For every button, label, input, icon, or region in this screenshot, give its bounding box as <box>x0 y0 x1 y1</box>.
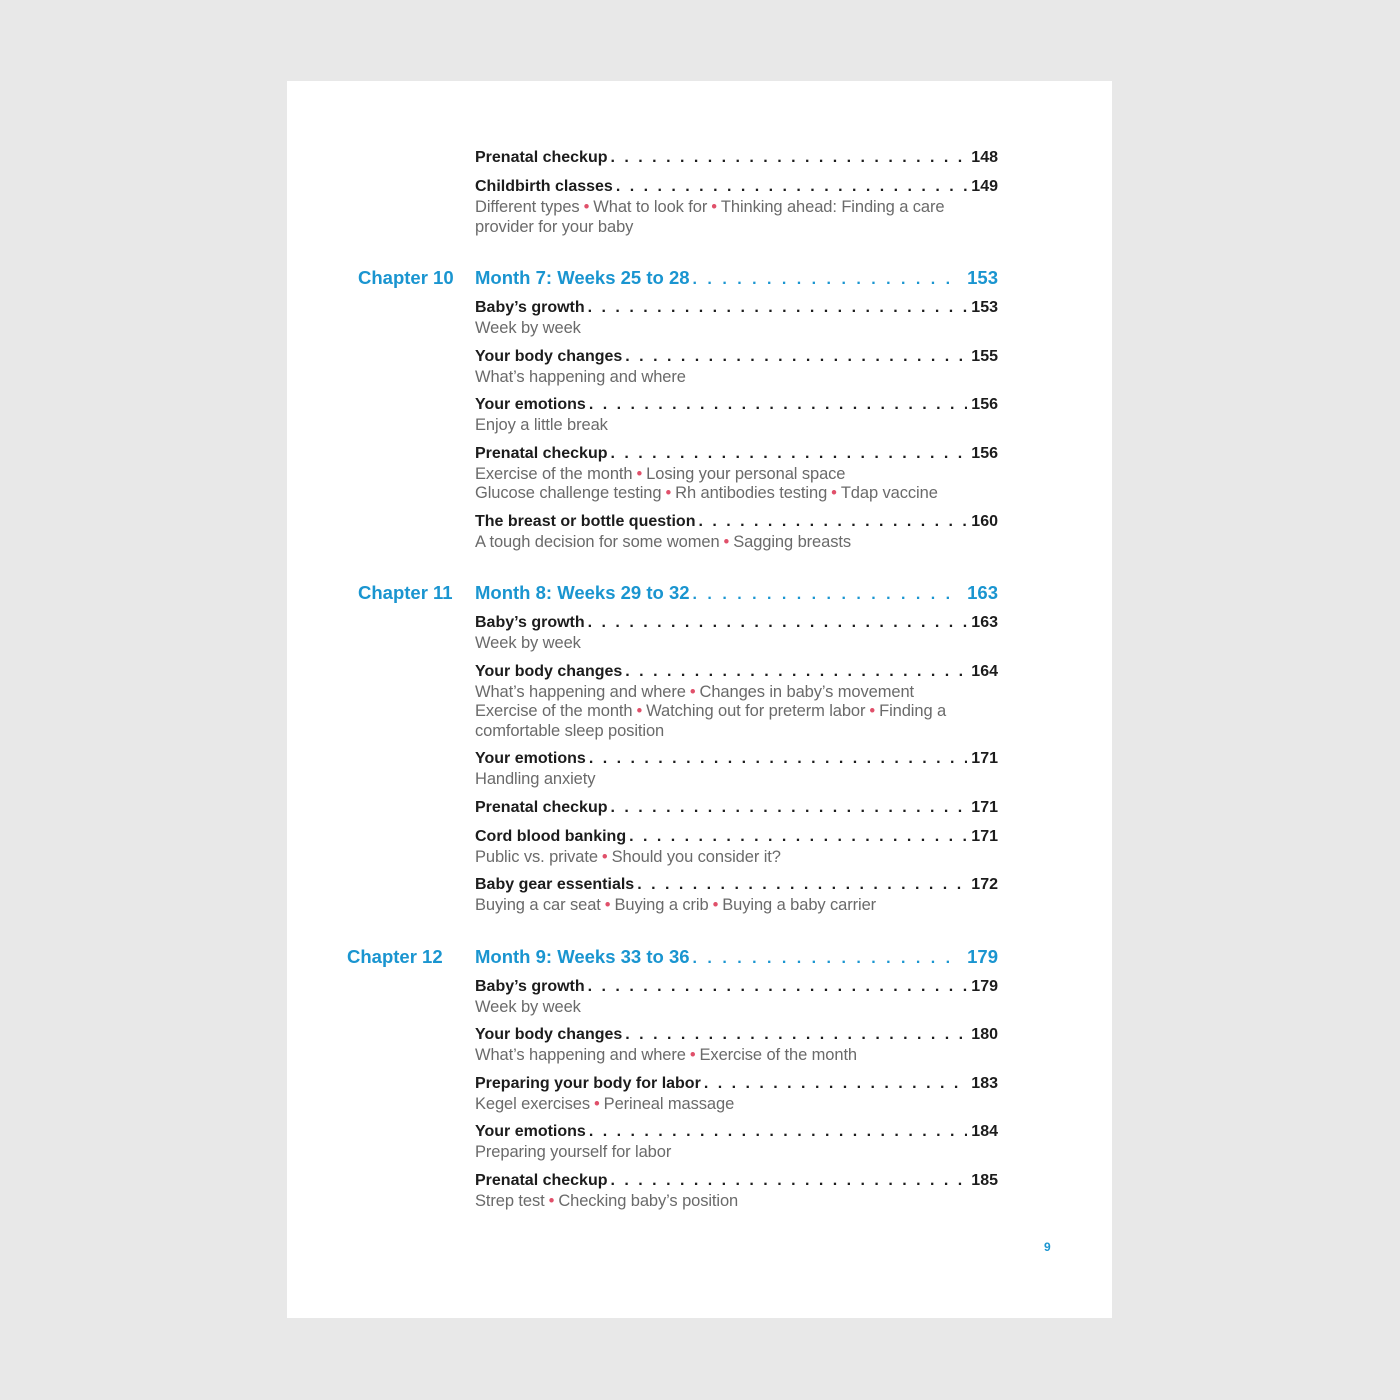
chapter-title: Month 9: Weeks 33 to 36 <box>475 945 690 967</box>
topic: Exercise of the month <box>475 702 633 720</box>
toc-entry-title: Your body changes <box>475 347 623 365</box>
bullet-separator: • <box>831 484 837 502</box>
toc-entry[interactable] <box>475 445 998 504</box>
bullet-separator: • <box>665 484 672 502</box>
topic: Exercise of the month <box>699 1046 858 1064</box>
bullet-separator: • <box>604 896 611 914</box>
toc-entry-title: Cord blood banking <box>475 827 627 845</box>
toc-entry-page: 156 <box>971 444 998 462</box>
chapter-label: Chapter 12 <box>347 945 443 967</box>
toc-entry-title: Baby’s growth <box>475 614 585 631</box>
bullet-separator: • <box>583 198 590 216</box>
toc-entry-description <box>475 1095 998 1115</box>
topic: Thinking ahead: Finding a care provider for your baby <box>475 198 945 236</box>
chapter-title: Month 7: Weeks 25 to 28 <box>475 267 690 288</box>
toc-entry-line <box>475 396 998 416</box>
toc-entry-title: Your body changes <box>475 662 623 680</box>
toc-entry[interactable] <box>475 348 998 388</box>
dot-leader <box>611 799 968 817</box>
dot-leader <box>704 1075 967 1093</box>
topic: Finding a comfortable sleep position <box>475 702 947 740</box>
bullet-separator: • <box>689 1046 696 1064</box>
toc-entry[interactable] <box>475 149 998 169</box>
toc-entry-title: Your emotions <box>475 750 586 767</box>
dot-leader <box>589 396 967 414</box>
dot-leader <box>616 178 967 196</box>
toc-entry[interactable] <box>475 396 998 436</box>
dot-leader <box>693 950 962 968</box>
toc-entry-line <box>475 978 998 998</box>
topic: Strep test <box>475 1191 545 1210</box>
bullet-separator: • <box>723 532 730 551</box>
toc-entry-line <box>475 513 998 533</box>
topic: A tough decision for some women <box>475 532 720 551</box>
toc-entry-line <box>475 445 998 465</box>
topic: Should you consider it? <box>611 847 781 866</box>
dot-leader <box>588 299 968 317</box>
topic: Week by week <box>475 319 581 337</box>
toc-entry[interactable] <box>475 876 998 916</box>
toc-entry-title: Baby’s growth <box>475 299 585 316</box>
toc-entry-line <box>475 828 998 848</box>
topic: Exercise of the month <box>475 464 633 483</box>
bullet-separator: • <box>869 702 876 720</box>
toc-entry-page: 179 <box>971 977 998 995</box>
table-of-contents <box>287 149 1112 1220</box>
toc-entry[interactable] <box>475 513 998 553</box>
toc-entry-description <box>475 198 998 237</box>
toc-entry-line <box>475 1123 998 1143</box>
chapter-title-line <box>475 267 998 289</box>
bullet-separator: • <box>689 682 696 701</box>
toc-entry-title: Your body changes <box>475 1026 623 1043</box>
dot-leader <box>589 750 967 768</box>
page-number: 9 <box>1044 1240 1051 1254</box>
toc-entry-page: 171 <box>971 750 998 767</box>
chapter-label: Chapter 11 <box>358 582 453 603</box>
topic: Watching out for preterm labor <box>646 702 866 720</box>
toc-entry-description <box>475 848 998 868</box>
toc-entry-title: Prenatal checkup <box>475 1171 608 1189</box>
dot-leader <box>611 445 968 463</box>
toc-entry-title: Baby gear essentials <box>475 876 635 893</box>
toc-entry-page: 171 <box>971 827 998 845</box>
toc-entry-title: Baby’s growth <box>475 977 585 995</box>
bullet-separator: • <box>593 1094 600 1113</box>
toc-entry-description <box>475 319 998 339</box>
toc-entry-page: 155 <box>971 347 998 365</box>
toc-entry-description <box>475 896 998 916</box>
toc-entry-page: 156 <box>971 396 998 413</box>
book-page <box>287 81 1112 1318</box>
toc-entry-title: Your emotions <box>475 396 586 413</box>
toc-entry-title: Childbirth classes <box>475 178 613 195</box>
dot-leader <box>629 828 967 846</box>
toc-entry-description <box>475 634 998 654</box>
toc-entry-page: 180 <box>971 1026 998 1043</box>
bullet-separator: • <box>601 847 608 866</box>
toc-entry[interactable] <box>475 178 998 237</box>
topic: Preparing yourself for labor <box>475 1143 672 1161</box>
chapter-heading[interactable] <box>287 582 1112 606</box>
dot-leader <box>625 1026 967 1044</box>
toc-entry-description <box>475 683 998 703</box>
toc-entry-description <box>475 533 998 553</box>
toc-entry-title: Preparing your body for labor <box>475 1074 701 1092</box>
toc-entry-title: Prenatal checkup <box>475 149 608 166</box>
toc-entry[interactable] <box>475 799 998 819</box>
topic: What’s happening and where <box>475 367 686 386</box>
toc-entry[interactable] <box>475 750 998 790</box>
dot-leader <box>588 614 968 632</box>
toc-entry-description <box>475 416 998 436</box>
toc-entry-description <box>475 465 998 485</box>
toc-entry-page: 184 <box>971 1123 998 1140</box>
toc-entry-title: Your emotions <box>475 1123 586 1140</box>
dot-leader <box>625 348 967 366</box>
toc-entry-description <box>475 484 998 504</box>
toc-entry-line <box>475 750 998 770</box>
chapter-title-line <box>475 582 998 604</box>
topic: Different types <box>475 198 580 216</box>
topic: Enjoy a little break <box>475 416 608 434</box>
dot-leader <box>693 271 962 289</box>
chapter-label: Chapter 10 <box>358 267 454 288</box>
chapter-page: 179 <box>967 945 998 967</box>
toc-entry-description <box>475 998 998 1018</box>
toc-entry-line <box>475 348 998 368</box>
dot-leader <box>611 149 968 167</box>
topic: Sagging breasts <box>733 532 851 551</box>
topic: What to look for <box>593 198 708 216</box>
toc-entry[interactable] <box>475 1123 998 1163</box>
dot-leader <box>698 513 967 531</box>
toc-entry-line <box>475 1172 998 1192</box>
toc-entry-page: 172 <box>971 876 998 893</box>
topic: Checking baby’s position <box>558 1191 739 1210</box>
toc-entry-description <box>475 1046 998 1066</box>
toc-entry-description <box>475 1143 998 1163</box>
bullet-separator: • <box>636 464 643 483</box>
toc-entry-line <box>475 663 998 683</box>
toc-entry[interactable] <box>475 978 998 1018</box>
toc-entry-title: The breast or bottle question <box>475 512 696 530</box>
toc-entry-description <box>475 1192 998 1212</box>
chapter-title-line <box>475 946 998 968</box>
topic: Week by week <box>475 997 581 1016</box>
toc-entry-page: 185 <box>971 1171 998 1189</box>
dot-leader <box>588 978 968 996</box>
toc-entry-description <box>475 770 998 790</box>
chapter-page: 163 <box>967 582 998 603</box>
toc-entry[interactable] <box>475 1026 998 1066</box>
toc-entry-page: 171 <box>971 798 998 816</box>
topic: Rh antibodies testing <box>675 484 828 502</box>
dot-leader <box>625 663 967 681</box>
dot-leader <box>693 586 962 604</box>
topic: Buying a baby carrier <box>722 896 877 914</box>
topic: Public vs. private <box>475 847 598 866</box>
topic: Glucose challenge testing <box>475 484 662 502</box>
toc-entry[interactable] <box>475 299 998 339</box>
dot-leader <box>637 876 967 894</box>
toc-entry-page: 149 <box>971 178 998 195</box>
topic: Losing your personal space <box>646 464 846 483</box>
bullet-separator: • <box>636 702 643 720</box>
toc-entry-line <box>475 799 998 819</box>
toc-entry[interactable] <box>475 1172 998 1212</box>
toc-entry[interactable] <box>475 1075 998 1115</box>
toc-entry-title: Prenatal checkup <box>475 798 608 816</box>
topic: Kegel exercises <box>475 1094 590 1113</box>
topic: Buying a car seat <box>475 896 601 914</box>
toc-entry-line <box>475 1026 998 1046</box>
dot-leader <box>611 1172 968 1190</box>
toc-entry[interactable] <box>475 614 998 654</box>
bullet-separator: • <box>712 896 719 914</box>
topic: Changes in baby’s movement <box>699 682 915 701</box>
toc-entry[interactable] <box>475 663 998 742</box>
topic: What’s happening and where <box>475 1046 686 1064</box>
chapter-heading[interactable] <box>287 946 1112 970</box>
toc-entry-line <box>475 178 998 198</box>
toc-entry-page: 160 <box>971 512 998 530</box>
toc-entry-line <box>475 614 998 634</box>
chapter-heading[interactable] <box>287 267 1112 291</box>
toc-entry-page: 148 <box>971 149 998 166</box>
toc-entry-description <box>475 702 998 741</box>
toc-entry-page: 164 <box>971 662 998 680</box>
topic: Tdap vaccine <box>840 484 938 502</box>
topic: Handling anxiety <box>475 770 596 788</box>
chapter-title: Month 8: Weeks 29 to 32 <box>475 582 690 603</box>
bullet-separator: • <box>711 198 717 216</box>
toc-entry-line <box>475 1075 998 1095</box>
toc-entry-page: 183 <box>971 1074 998 1092</box>
topic: Perineal massage <box>603 1094 735 1113</box>
toc-entry-page: 153 <box>971 299 998 316</box>
toc-entry-line <box>475 876 998 896</box>
chapter-page: 153 <box>967 267 998 288</box>
toc-entry-page: 163 <box>971 614 998 631</box>
toc-entry-line <box>475 299 998 319</box>
toc-entry-description <box>475 368 998 388</box>
toc-entry[interactable] <box>475 828 998 868</box>
topic: Week by week <box>475 634 581 652</box>
toc-entry-title: Prenatal checkup <box>475 444 608 462</box>
topic: Buying a crib <box>614 896 709 914</box>
bullet-separator: • <box>548 1191 555 1210</box>
toc-entry-line <box>475 149 998 169</box>
topic: What’s happening and where <box>475 682 686 701</box>
dot-leader <box>589 1123 967 1141</box>
